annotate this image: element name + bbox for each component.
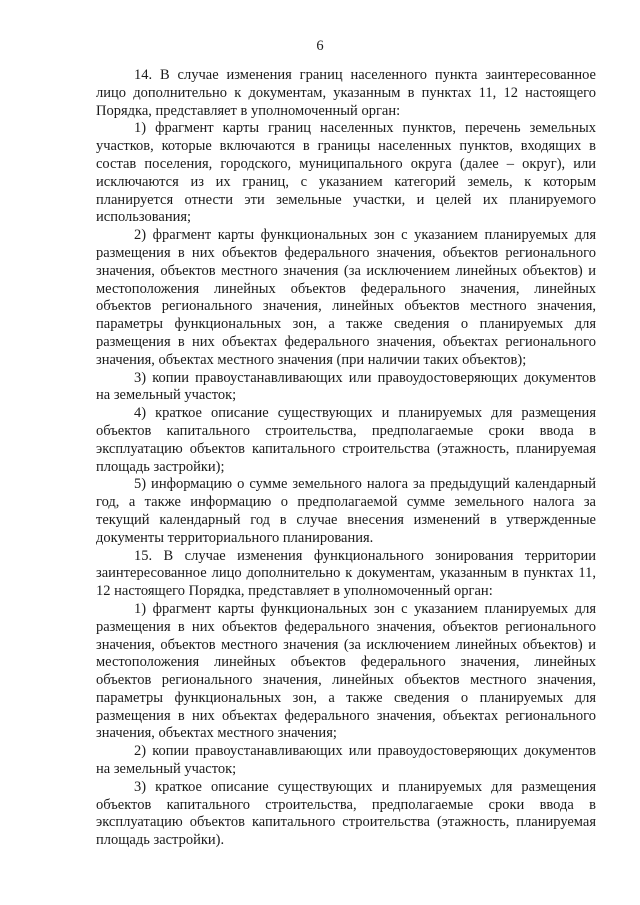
document-body <box>96 67 596 850</box>
paragraph-15: 15. В случае изменения функционального зонирования территории заинтересованное лицо дополнительно к документам, указанным в пунктах 11, 12 настоящего Порядка, представляет в уполномоченный орган: <box>96 547 596 600</box>
paragraph-14-item-3: 3) копии правоустанавливающих или правоудостоверяющих документов на земельный участок; <box>96 369 596 404</box>
paragraph-14-item-2: 2) фрагмент карты функциональных зон с указанием планируемых для размещения в них объектов федерального значения, объектов регионального значения, объектов местного значения (за исключением линейных объектов) и местоположения линейных объектов федерального значения, линейных объектов регионального значения, линейных объектов местного значения, параметры функциональных зон, а также сведения о планируемых для размещения в них объектах федерального значения, объектах регионального значения, объектах местного значения (при наличии таких объектов); <box>96 227 596 368</box>
paragraph-14-item-4: 4) краткое описание существующих и планируемых для размещения объектов капитального строительства, предполагаемые сроки ввода в эксплуатацию объектов капитального строительства (этажность, планируемая площадь застройки); <box>96 405 596 475</box>
page-number: 6 <box>316 38 324 54</box>
paragraph-15-item-3: 3) краткое описание существующих и планируемых для размещения объектов капитального строительства, предполагаемые сроки ввода в эксплуатацию объектов капитального строительства (этажность, планируемая площадь застройки). <box>96 778 596 849</box>
paragraph-15-item-1: 1) фрагмент карты функциональных зон с указанием планируемых для размещения в них объектов федерального значения, объектов регионального значения, объектов местного значения (за исключением линейных объектов) и местоположения линейных объектов федерального значения, линейных объектов регионального значения, линейных объектов местного значения, параметры функциональных зон, а также сведения о планируемых для размещения в них объектах федерального значения, объектах регионального значения, объектах местного значения; <box>96 600 596 742</box>
paragraph-14-item-5: 5) информацию о сумме земельного налога за предыдущий календарный год, а также информацию о предполагаемой сумме земельного налога за текущий календарный год в случае внесения изменений в утвержденные документы территориального планирования. <box>96 476 596 546</box>
paragraph-15-item-2: 2) копии правоустанавливающих или правоудостоверяющих документов на земельный участок; <box>96 743 596 778</box>
paragraph-14-item-1: 1) фрагмент карты границ населенных пунктов, перечень земельных участков, которые включаются в границы населенных пунктов, входящих в состав поселения, городского, муниципального округа (далее – округ), или исключаются из их границ, с указанием категорий земель, к которым планируется отнести эти земельные участки, и целей их планируемого использования; <box>96 120 596 226</box>
paragraph-14: 14. В случае изменения границ населенного пункта заинтересованное лицо дополнительно к документам, указанным в пунктах 11, 12 настоящего Порядка, представляет в уполномоченный орган: <box>96 67 596 119</box>
